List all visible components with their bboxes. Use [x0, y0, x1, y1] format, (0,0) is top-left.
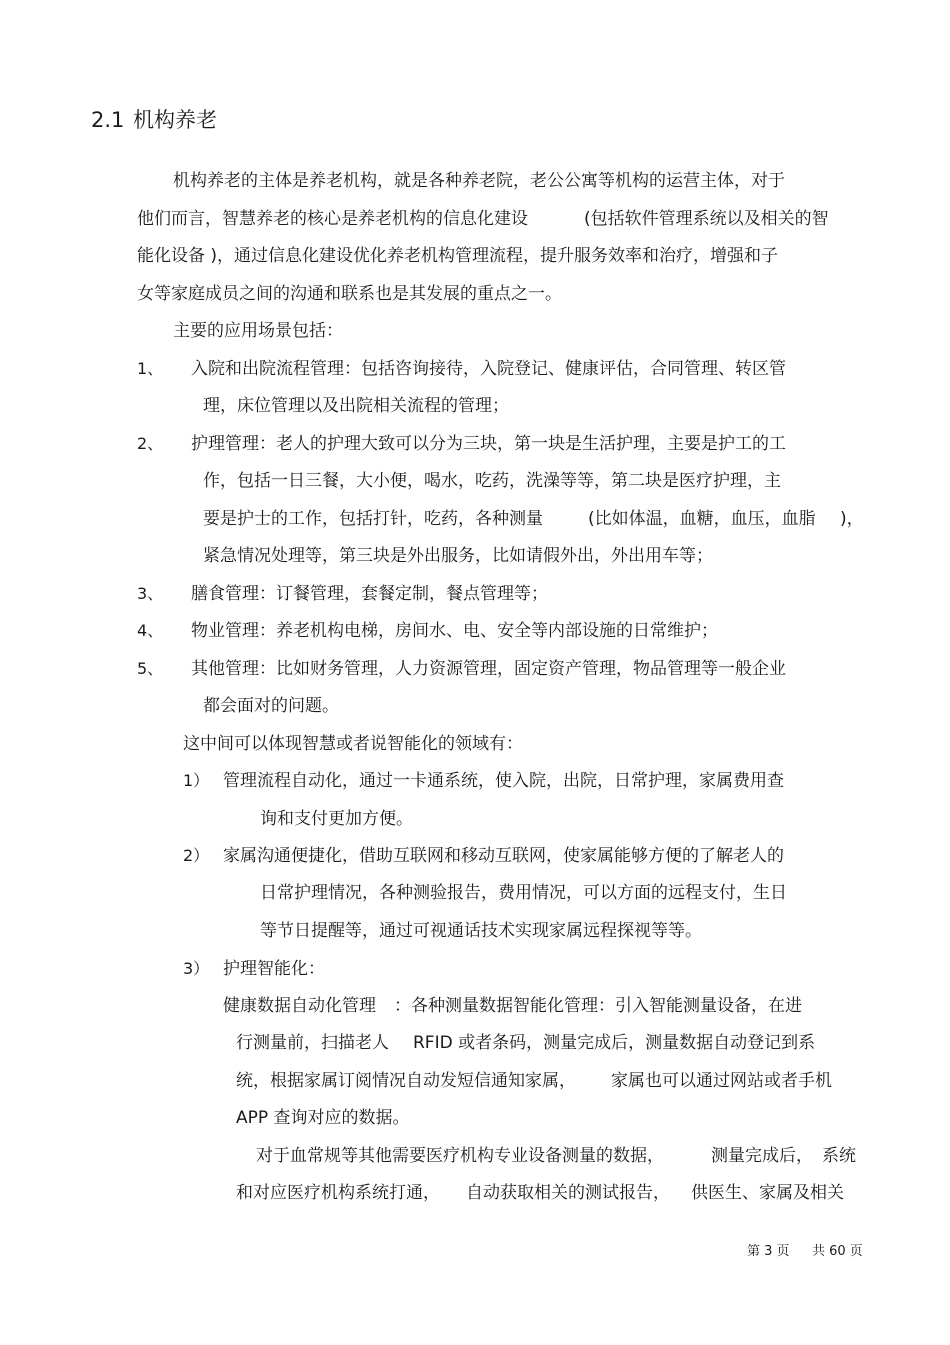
- smart-label: 这中间可以体现智慧或者说智能化的领域有：: [183, 734, 523, 754]
- blood-line: 系统: [822, 1146, 856, 1166]
- health-line: APP 查询对应的数据。: [236, 1108, 410, 1128]
- intro-line: 能化设备 )，通过信息化建设优化养老机构管理流程，提升服务效率和治疗，增强和子: [137, 246, 779, 266]
- health-line: ：各种测量数据智能化管理：引入智能测量设备，在进: [394, 996, 802, 1016]
- page-number: 第 3 页: [747, 1244, 790, 1259]
- health-line: 统，根据家属订阅情况自动发短信通知家属，: [236, 1071, 576, 1091]
- health-line: 行测量前，扫描老人: [236, 1033, 389, 1053]
- list-text: 询和支付更加方便。: [260, 809, 413, 829]
- list-number: 3、: [137, 584, 164, 603]
- intro-line: 他们而言，智慧养老的核心是养老机构的信息化建设: [137, 209, 528, 229]
- list-text: 紧急情况处理等，第三块是外出服务，比如请假外出，外出用车等；: [203, 546, 713, 566]
- blood-line: 供医生、家属及相关: [691, 1183, 844, 1203]
- list-number: 2）: [183, 846, 210, 865]
- list-number: 3）: [183, 959, 210, 978]
- list-text: 膳食管理：订餐管理，套餐定制，餐点管理等；: [191, 584, 548, 604]
- list-text: 入院和出院流程管理：包括咨询接待，入院登记、健康评估，合同管理、转区管: [191, 359, 786, 379]
- list-text: )，: [840, 509, 864, 529]
- blood-line: 自动获取相关的测试报告，: [466, 1183, 670, 1203]
- list-text: 要是护士的工作，包括打针，吃药，各种测量: [203, 509, 543, 529]
- list-text: 都会面对的问题。: [203, 696, 339, 716]
- list-number: 2、: [137, 434, 164, 453]
- list-text: 作，包括一日三餐，大小便，喝水，吃药，洗澡等等，第二块是医疗护理，主: [203, 471, 781, 491]
- section-title: 机构养老: [133, 108, 217, 132]
- list-text: 物业管理：养老机构电梯，房间水、电、安全等内部设施的日常维护；: [191, 621, 718, 641]
- list-text: 其他管理：比如财务管理，人力资源管理，固定资产管理，物品管理等一般企业: [191, 659, 786, 679]
- list-number: 4、: [137, 621, 164, 640]
- list-text: (比如体温，血糖，血压，血脂: [588, 509, 816, 529]
- list-number: 5、: [137, 659, 164, 678]
- list-text: 护理智能化：: [223, 959, 325, 979]
- health-line: 家属也可以通过网站或者手机: [611, 1071, 832, 1091]
- health-line: RFID 或者条码，测量完成后，测量数据自动登记到系: [413, 1033, 816, 1053]
- list-number: 1）: [183, 771, 210, 790]
- blood-line: 对于血常规等其他需要医疗机构专业设备测量的数据，: [256, 1146, 664, 1166]
- list-text: 家属沟通便捷化，借助互联网和移动互联网，使家属能够方便的了解老人的: [223, 846, 784, 866]
- list-text: 管理流程自动化，通过一卡通系统，使入院，出院，日常护理，家属费用查: [223, 771, 784, 791]
- section-number: 2.1: [91, 108, 125, 132]
- list-text: 护理管理：老人的护理大致可以分为三块，第一块是生活护理，主要是护工的工: [191, 434, 786, 454]
- intro-line: (包括软件管理系统以及相关的智: [584, 209, 829, 229]
- page-total: 共 60 页: [812, 1244, 863, 1259]
- blood-line: 测量完成后，: [711, 1146, 813, 1166]
- intro-line: 机构养老的主体是养老机构，就是各种养老院，老公公寓等机构的运营主体，对于: [173, 171, 785, 191]
- list-text: 日常护理情况，各种测验报告，费用情况，可以方面的远程支付，生日: [260, 883, 787, 903]
- list-text: 等节日提醒等，通过可视通话技术实现家属远程探视等等。: [260, 921, 702, 941]
- intro-line: 女等家庭成员之间的沟通和联系也是其发展的重点之一。: [137, 284, 562, 304]
- list-text: 理，床位管理以及出院相关流程的管理；: [203, 396, 509, 416]
- list-number: 1、: [137, 359, 164, 378]
- health-line: 健康数据自动化管理: [223, 996, 376, 1016]
- scenarios-label: 主要的应用场景包括：: [173, 321, 343, 341]
- blood-line: 和对应医疗机构系统打通，: [236, 1183, 440, 1203]
